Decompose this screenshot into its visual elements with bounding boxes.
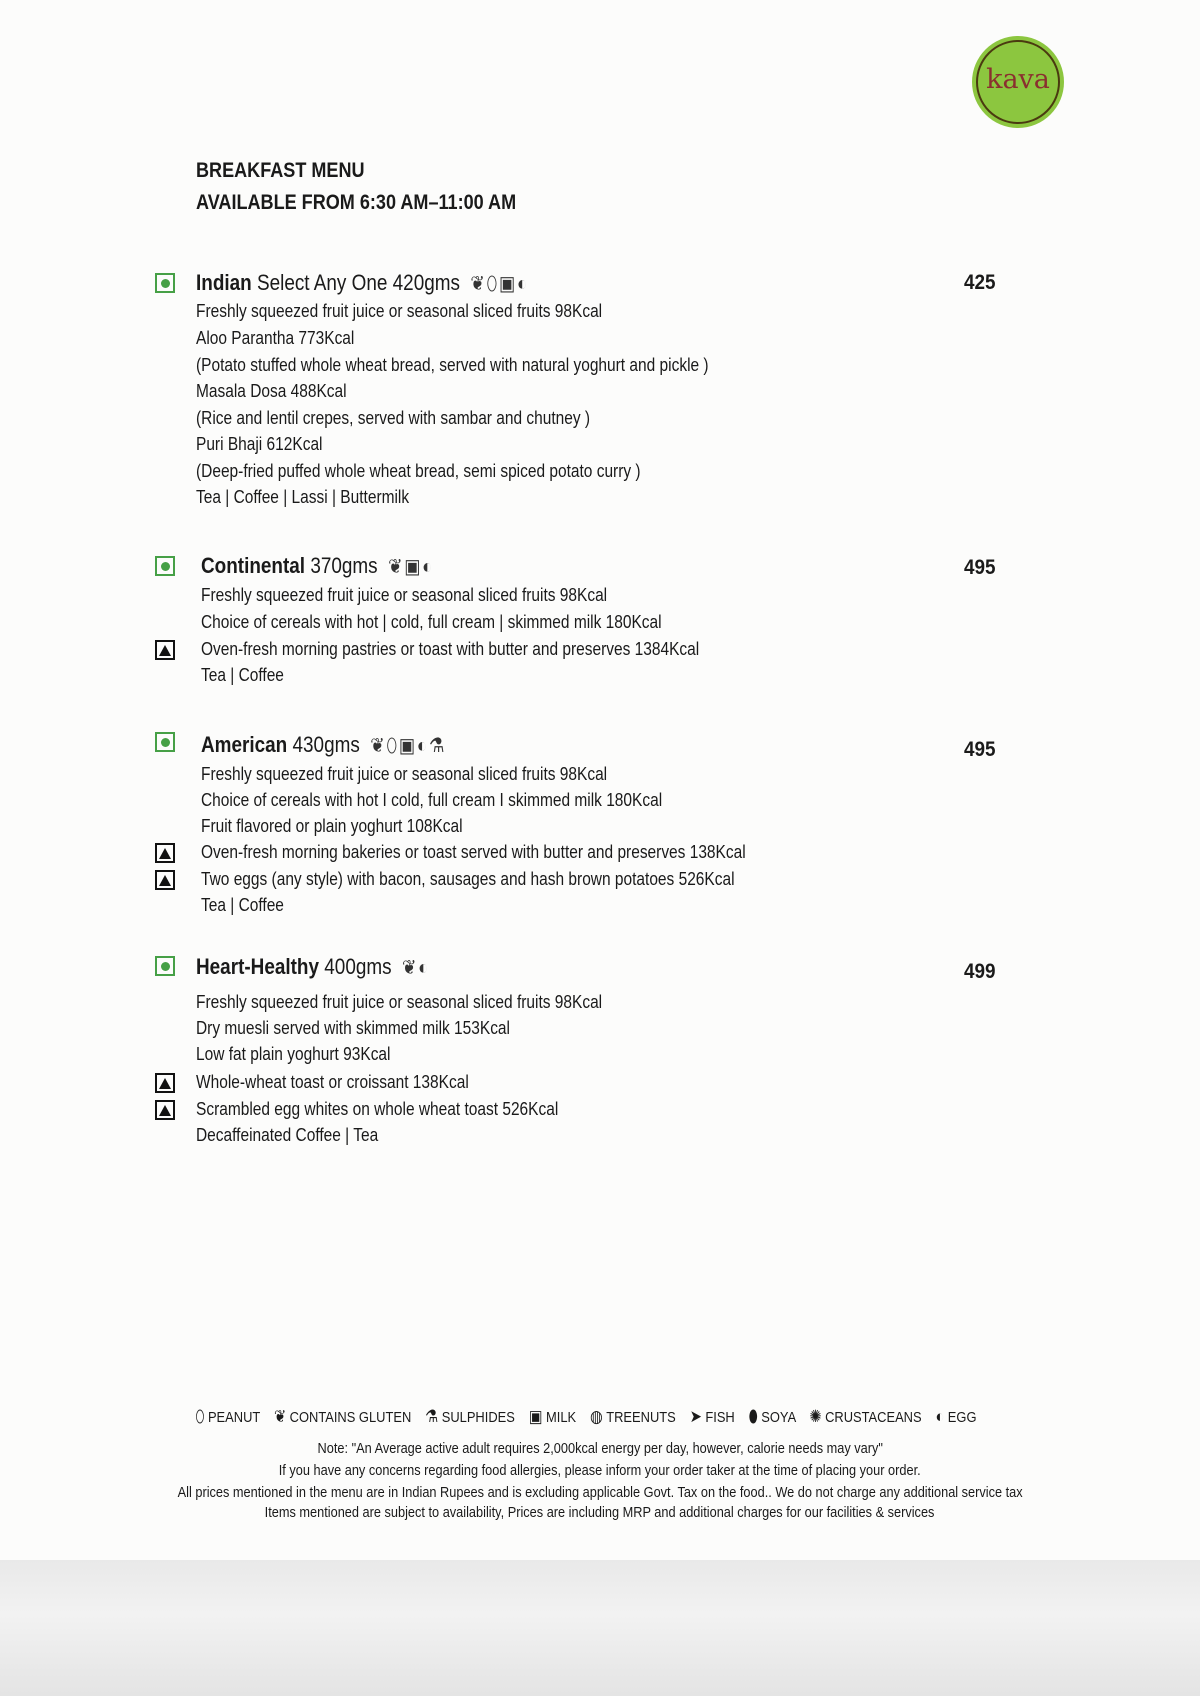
section-name: Continental xyxy=(201,553,306,578)
legend-label: PEANUT xyxy=(207,1409,261,1426)
price-indian: 425 xyxy=(964,271,996,294)
section-title-continental xyxy=(201,553,434,579)
scan-margin xyxy=(0,1560,1200,1696)
nonveg-marker xyxy=(155,640,175,660)
menu-item: Scrambled egg whites on whole wheat toast 526Kcal xyxy=(196,1099,559,1119)
note-text: Items mentioned are subject to availability, Prices are including MRP and additional charges for our facilities & services xyxy=(265,1505,935,1521)
menu-item: Two eggs (any style) with bacon, sausages and hash brown potatoes 526Kcal xyxy=(201,869,735,889)
crustaceans-icon: ✺ xyxy=(809,1407,822,1426)
treenuts-icon: ◍ xyxy=(590,1407,603,1426)
legend-label: CONTAINS GLUTEN xyxy=(289,1409,412,1426)
kava-logo xyxy=(972,36,1064,128)
veg-marker-indian xyxy=(155,273,175,293)
menu-item: Freshly squeezed fruit juice or seasonal sliced fruits 98Kcal xyxy=(201,764,608,784)
section-title-american xyxy=(201,732,446,758)
menu-item-beverages: Tea | Coffee | Lassi | Buttermilk xyxy=(196,487,410,507)
logo-text: kava xyxy=(986,63,1050,95)
section-name: Indian xyxy=(196,270,252,295)
nonveg-marker xyxy=(155,1100,175,1120)
nonveg-marker xyxy=(155,1073,175,1093)
legend-label: SOYA xyxy=(761,1409,796,1426)
menu-item: Aloo Parantha 773Kcal xyxy=(196,328,355,348)
sulphides-icon: ⚗ xyxy=(425,1407,439,1426)
menu-item: Whole-wheat toast or croissant 138Kcal xyxy=(196,1072,469,1092)
allergen-icons: ❦▣◐ xyxy=(388,556,435,578)
section-name: American xyxy=(201,732,288,757)
note-allergies xyxy=(0,1463,1200,1479)
legend-label: CRUSTACEANS xyxy=(825,1409,922,1426)
menu-item: Low fat plain yoghurt 93Kcal xyxy=(196,1044,391,1064)
note-calories xyxy=(0,1441,1200,1457)
menu-item: Freshly squeezed fruit juice or seasonal sliced fruits 98Kcal xyxy=(196,992,603,1012)
legend-label: EGG xyxy=(947,1409,977,1426)
section-title-heart-healthy xyxy=(196,954,430,980)
legend-label: SULPHIDES xyxy=(441,1409,515,1426)
allergen-icons: ❦⬯▣◐ xyxy=(470,273,530,295)
section-subtitle: Select Any One 420gms xyxy=(256,270,460,295)
menu-hours: AVAILABLE FROM 6:30 AM–11:00 AM xyxy=(196,191,517,214)
legend-label: TREENUTS xyxy=(606,1409,676,1426)
note-text: Note: "An Average active adult requires 2,000kcal energy per day, however, calorie needs may vary" xyxy=(317,1441,883,1457)
section-subtitle: 370gms xyxy=(310,553,378,578)
peanut-icon: ⬯ xyxy=(195,1407,205,1426)
menu-title: BREAKFAST MENU xyxy=(196,159,365,182)
veg-marker-heart-healthy xyxy=(155,956,175,976)
menu-item-description: (Potato stuffed whole wheat bread, served with natural yoghurt and pickle ) xyxy=(196,355,709,375)
note-prices xyxy=(0,1485,1200,1501)
veg-marker-american xyxy=(155,732,175,752)
price-heart-healthy: 499 xyxy=(964,960,996,983)
menu-item-beverages: Decaffeinated Coffee | Tea xyxy=(196,1125,379,1145)
section-title-indian xyxy=(196,270,529,296)
allergen-legend xyxy=(185,1407,976,1427)
menu-item-beverages: Tea | Coffee xyxy=(201,665,284,685)
legend-label: MILK xyxy=(546,1409,577,1426)
milk-icon: ▣ xyxy=(528,1407,543,1426)
menu-item: Fruit flavored or plain yoghurt 108Kcal xyxy=(201,816,463,836)
veg-marker-continental xyxy=(155,556,175,576)
legend-label: FISH xyxy=(705,1409,735,1426)
allergen-icons: ❦◐ xyxy=(402,957,431,979)
note-text: All prices mentioned in the menu are in Indian Rupees and is excluding applicable Govt. Tax on the food.. We do not charge any additional service tax xyxy=(177,1485,1023,1501)
menu-item-beverages: Tea | Coffee xyxy=(201,895,284,915)
section-name: Heart-Healthy xyxy=(196,954,320,979)
allergen-icons: ❦⬯▣◐⚗ xyxy=(370,735,447,757)
menu-item: Choice of cereals with hot | cold, full cream | skimmed milk 180Kcal xyxy=(201,612,662,632)
note-text: If you have any concerns regarding food allergies, please inform your order taker at the time of placing your order. xyxy=(279,1463,921,1479)
menu-item: Freshly squeezed fruit juice or seasonal sliced fruits 98Kcal xyxy=(196,301,603,321)
egg-icon: ◐ xyxy=(935,1407,945,1426)
menu-item: Oven-fresh morning pastries or toast with butter and preserves 1384Kcal xyxy=(201,639,700,659)
menu-item: Masala Dosa 488Kcal xyxy=(196,381,347,401)
fish-icon: ➤ xyxy=(689,1407,702,1426)
price-american: 495 xyxy=(964,738,996,761)
soya-icon: ⬮ xyxy=(748,1407,758,1426)
section-subtitle: 430gms xyxy=(292,732,360,757)
menu-item: Dry muesli served with skimmed milk 153Kcal xyxy=(196,1018,510,1038)
gluten-icon: ❦ xyxy=(273,1407,287,1426)
menu-item-description: (Deep-fried puffed whole wheat bread, semi spiced potato curry ) xyxy=(196,461,641,481)
nonveg-marker xyxy=(155,843,175,863)
menu-item: Freshly squeezed fruit juice or seasonal sliced fruits 98Kcal xyxy=(201,585,608,605)
nonveg-marker xyxy=(155,870,175,890)
menu-heading xyxy=(196,155,516,219)
price-continental: 495 xyxy=(964,556,996,579)
menu-item: Puri Bhaji 612Kcal xyxy=(196,434,323,454)
note-availability xyxy=(0,1505,1200,1521)
menu-item: Choice of cereals with hot I cold, full cream I skimmed milk 180Kcal xyxy=(201,790,663,810)
menu-item: Oven-fresh morning bakeries or toast served with butter and preserves 138Kcal xyxy=(201,842,746,862)
section-subtitle: 400gms xyxy=(324,954,392,979)
menu-item-description: (Rice and lentil crepes, served with sambar and chutney ) xyxy=(196,408,591,428)
